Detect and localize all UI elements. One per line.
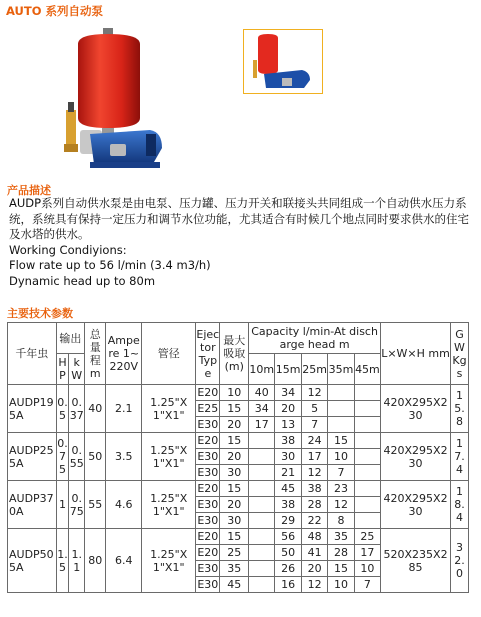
ejector-cell: E30 — [197, 466, 219, 479]
header-hp: HP — [56, 354, 69, 385]
capacity-35m-cell: 15 — [328, 561, 354, 577]
capacity-45m-cell: 10 — [354, 561, 380, 577]
dimensions-cell: 420X295X230 — [381, 481, 451, 529]
pipe-cell: 1.25"X1"X1" — [142, 481, 196, 529]
capacity-25m-cell: 5 — [301, 401, 327, 417]
capacity-35m-cell — [328, 401, 354, 417]
header-head-45m: 45m — [354, 354, 380, 385]
suction-cell: 20 — [220, 417, 249, 433]
capacity-15m-cell: 29 — [275, 513, 301, 529]
kw-cell: 0.55 — [69, 433, 85, 481]
model-name-cell: AUDP195A — [8, 385, 57, 433]
total-head-cell: 40 — [85, 385, 106, 433]
capacity-45m-cell — [354, 497, 380, 513]
capacity-25m-cell: 17 — [301, 449, 327, 465]
capacity-10m-cell — [249, 561, 275, 577]
working-conditions-label: Working Condiyions: — [9, 242, 127, 257]
hp-cell: 0.5 — [56, 385, 69, 433]
capacity-10m-cell — [249, 497, 275, 513]
capacity-25m-cell: 20 — [301, 561, 327, 577]
suction-cell: 10 — [220, 385, 249, 401]
pipe-cell: 1.25"X1"X1" — [142, 529, 196, 593]
description-section-title: 产品描述 — [7, 184, 51, 197]
suction-cell: 20 — [220, 449, 249, 465]
header-gross-weight: GWKgs — [450, 323, 468, 385]
capacity-25m-cell: 12 — [301, 465, 327, 481]
ejector-cell: E30 — [197, 562, 219, 575]
capacity-10m-cell: 34 — [249, 401, 275, 417]
header-model: 千年虫 — [8, 323, 57, 385]
capacity-35m-cell — [328, 385, 354, 401]
ejector-cell: E30 — [197, 514, 219, 527]
model-name-cell: AUDP505A — [8, 529, 57, 593]
capacity-45m-cell — [354, 433, 380, 449]
ejector-cell: E30 — [197, 578, 219, 591]
capacity-25m-cell: 12 — [301, 577, 327, 593]
table-row — [8, 385, 469, 401]
capacity-35m-cell: 10 — [328, 449, 354, 465]
capacity-35m-cell: 7 — [328, 465, 354, 481]
gross-weight-cell: 17.4 — [450, 433, 468, 481]
capacity-35m-cell — [328, 417, 354, 433]
capacity-45m-cell — [354, 401, 380, 417]
capacity-45m-cell — [354, 481, 380, 497]
dynamic-head-text: Dynamic head up to 80m — [9, 273, 156, 288]
ejector-cell: E20 — [197, 434, 219, 447]
kw-cell: 1.1 — [69, 529, 85, 593]
capacity-10m-cell — [249, 577, 275, 593]
pipe-cell: 1.25"X1"X1" — [142, 385, 196, 433]
suction-cell: 35 — [220, 561, 249, 577]
capacity-15m-cell: 30 — [275, 449, 301, 465]
gross-weight-cell: 32.0 — [450, 529, 468, 593]
capacity-25m-cell: 24 — [301, 433, 327, 449]
suction-cell: 15 — [220, 529, 249, 545]
capacity-45m-cell: 25 — [354, 529, 380, 545]
total-head-cell: 50 — [85, 433, 106, 481]
ejector-cell: E30 — [197, 498, 219, 511]
total-head-cell: 55 — [85, 481, 106, 529]
header-head-10m: 10m — [249, 354, 275, 385]
model-name-cell: AUDP370A — [8, 481, 57, 529]
capacity-45m-cell — [354, 465, 380, 481]
kw-cell: 0.75 — [69, 481, 85, 529]
table-row — [8, 433, 469, 449]
capacity-25m-cell: 41 — [301, 545, 327, 561]
capacity-35m-cell: 10 — [328, 577, 354, 593]
gross-weight-cell: 18.4 — [450, 481, 468, 529]
header-head-15m: 15m — [275, 354, 301, 385]
capacity-10m-cell: 40 — [249, 385, 275, 401]
suction-cell: 15 — [220, 401, 249, 417]
capacity-15m-cell: 38 — [275, 497, 301, 513]
capacity-25m-cell: 22 — [301, 513, 327, 529]
spec-table — [7, 322, 469, 593]
ejector-cell: E20 — [197, 530, 219, 543]
specs-section-title: 主要技术参数 — [7, 307, 73, 320]
capacity-15m-cell: 56 — [275, 529, 301, 545]
ampere-cell: 3.5 — [106, 433, 142, 481]
capacity-25m-cell: 28 — [301, 497, 327, 513]
header-head-25m: 25m — [301, 354, 327, 385]
capacity-45m-cell: 17 — [354, 545, 380, 561]
header-capacity: Capacity l/min-At discharge head m — [249, 323, 381, 354]
capacity-10m-cell — [249, 529, 275, 545]
page-title: AUTO 系列自动泵 — [6, 4, 104, 18]
suction-cell: 15 — [220, 481, 249, 497]
suction-cell: 20 — [220, 497, 249, 513]
capacity-35m-cell: 12 — [328, 497, 354, 513]
header-total-head: 总量程m — [85, 323, 106, 385]
header-output: 输出 — [56, 323, 85, 354]
capacity-15m-cell: 20 — [275, 401, 301, 417]
capacity-25m-cell: 48 — [301, 529, 327, 545]
capacity-45m-cell — [354, 417, 380, 433]
capacity-15m-cell: 21 — [275, 465, 301, 481]
ampere-cell: 6.4 — [106, 529, 142, 593]
capacity-10m-cell — [249, 481, 275, 497]
suction-cell: 25 — [220, 545, 249, 561]
pump-thumbnail[interactable] — [243, 29, 323, 94]
capacity-45m-cell — [354, 513, 380, 529]
header-ampere: Ampere 1~220V — [106, 323, 142, 385]
suction-cell: 30 — [220, 465, 249, 481]
capacity-15m-cell: 50 — [275, 545, 301, 561]
capacity-35m-cell: 28 — [328, 545, 354, 561]
capacity-10m-cell — [249, 545, 275, 561]
capacity-35m-cell: 8 — [328, 513, 354, 529]
capacity-25m-cell: 12 — [301, 385, 327, 401]
header-dimensions: L×W×H mm — [381, 323, 451, 385]
model-name-cell: AUDP255A — [8, 433, 57, 481]
ejector-cell: E30 — [197, 450, 219, 463]
dimensions-cell: 520X235X285 — [381, 529, 451, 593]
capacity-15m-cell: 34 — [275, 385, 301, 401]
capacity-10m-cell — [249, 513, 275, 529]
capacity-10m-cell — [249, 465, 275, 481]
capacity-25m-cell: 38 — [301, 481, 327, 497]
pipe-cell: 1.25"X1"X1" — [142, 433, 196, 481]
capacity-10m-cell: 17 — [249, 417, 275, 433]
suction-cell: 15 — [220, 433, 249, 449]
header-suction: 最大吸取(m) — [220, 323, 249, 385]
capacity-25m-cell: 7 — [301, 417, 327, 433]
hp-cell: 1 — [56, 481, 69, 529]
capacity-15m-cell: 26 — [275, 561, 301, 577]
capacity-45m-cell: 7 — [354, 577, 380, 593]
table-row — [8, 529, 469, 545]
ejector-cell: E20 — [197, 546, 219, 559]
ampere-cell: 2.1 — [106, 385, 142, 433]
header-kw: kW — [69, 354, 85, 385]
capacity-35m-cell: 35 — [328, 529, 354, 545]
description-block — [9, 196, 475, 289]
table-row — [8, 481, 469, 497]
hp-cell: 0.75 — [56, 433, 69, 481]
capacity-35m-cell: 23 — [328, 481, 354, 497]
flow-rate-text: Flow rate up to 56 l/min (3.4 m3/h) — [9, 258, 211, 272]
header-pipe: 管径 — [142, 323, 196, 385]
ejector-cell: E30 — [197, 418, 219, 431]
ejector-cell: E20 — [197, 386, 219, 399]
ejector-cell: E25 — [197, 402, 219, 415]
dimensions-cell: 420X295X230 — [381, 433, 451, 481]
capacity-15m-cell: 45 — [275, 481, 301, 497]
suction-cell: 45 — [220, 577, 249, 593]
capacity-45m-cell — [354, 385, 380, 401]
ejector-cell: E20 — [197, 482, 219, 495]
kw-cell: 0.37 — [69, 385, 85, 433]
pump-product-image — [50, 26, 180, 176]
capacity-15m-cell: 38 — [275, 433, 301, 449]
capacity-35m-cell: 15 — [328, 433, 354, 449]
ampere-cell: 4.6 — [106, 481, 142, 529]
total-head-cell: 80 — [85, 529, 106, 593]
header-head-35m: 35m — [328, 354, 354, 385]
capacity-10m-cell — [249, 433, 275, 449]
gross-weight-cell: 15.8 — [450, 385, 468, 433]
dimensions-cell: 420X295X230 — [381, 385, 451, 433]
capacity-45m-cell — [354, 449, 380, 465]
hp-cell: 1.5 — [56, 529, 69, 593]
capacity-10m-cell — [249, 449, 275, 465]
suction-cell: 30 — [220, 513, 249, 529]
capacity-15m-cell: 16 — [275, 577, 301, 593]
header-ejector: Ejector Type — [196, 323, 220, 385]
description-paragraph: AUDP系列自动供水泵是由电泵、压力罐、压力开关和联接头共同组成一个自动供水压力系统，系统具有保持一定压力和调节水位功能，尤其适合有时候几个地点同时要求供水的住宅及水塔的供水。 — [9, 196, 469, 241]
capacity-15m-cell: 13 — [275, 417, 301, 433]
